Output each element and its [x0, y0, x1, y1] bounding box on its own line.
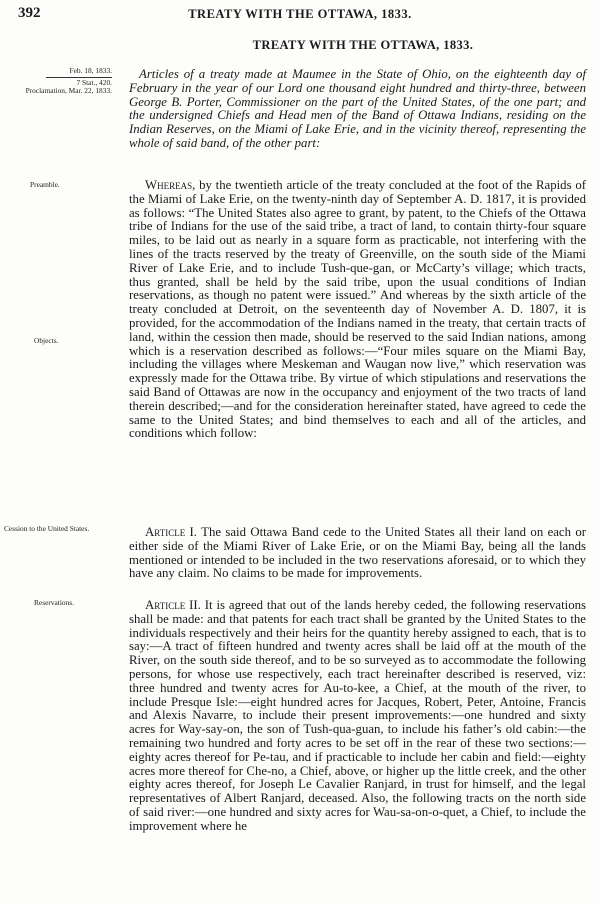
article-2-lead: Article II. [145, 598, 201, 612]
page-number: 392 [18, 5, 41, 21]
margin-note-date [4, 67, 112, 95]
preamble-lead: Whereas [145, 178, 193, 192]
article-1-paragraph [129, 526, 586, 581]
preamble-text: , by the twentieth article of the treaty concluded at the foot of the Rapids of the Miami of Lake Erie, on the twenty-ninth day of September A. D. 1817, it is provided as follows: “The United States also agree to grant, by patent, to the Chiefs of the Ottawa tribe of Indians for the use of the said tribe, a tract of land, to contain thirty-four square miles, to be laid out as nearly in a square form as practicable, not interfering with the lines of the tracts reserved by the treaty of Greenville, on the south side of the Miami River of Lake Erie, and to include Tush-que-gan, or McCarty’s village; which tracts, thus granted, shall be held by the said tribe, upon the usual conditions of Indian reservations, as though no patent were issued.” And whereas by the sixth article of the treaty concluded at Detroit, on the seventeenth day of November A. D. 1807, it is provided, for the accommodation of the Indians named in the treaty, that certain tracts of land, within the cession then made, should be reserved to the said Indian nations, among which is a reservation described as follows:—“Four miles square on the Miami Bay, including the villages where Meskeman and Waugan now live,” which reservation was expressly made for the Ottawa tribe. By virtue of which stipulations and reservations the said Band of Ottawas are now in the occupancy and enjoyment of the two tracts of land therein described;—and for the consideration hereinafter stated, have agreed to cede the same to the United States; and bind themselves to each and all of the articles, and conditions which follow: [129, 178, 586, 441]
article-1-text: The said Ottawa Band cede to the United States all their land on each or either side of the Miami River of Lake Erie, or on the Miami Bay, being all the lands mentioned or intended to be included in the two reservations aforesaid, or to which they have any claim. No claims to be made for improvements. [129, 525, 587, 581]
running-head: TREATY WITH THE OTTAWA, 1833. [188, 7, 412, 21]
statute-reference: 7 Stat., 420. [76, 78, 112, 87]
margin-note-cession: Cession to the United States. [4, 524, 90, 533]
treaty-date: Feb. 18, 1833. [69, 66, 112, 75]
page-title: TREATY WITH THE OTTAWA, 1833. [252, 38, 474, 52]
margin-note-reservations: Reservations. [34, 598, 75, 607]
article-2-text: It is agreed that out of the lands hereby ceded, the following reservations shall be made: and that patents for each tract shall be granted by the United States to the individuals respectively and their heirs for the quantity hereby assigned to each, that is to say:—A tract of fifteen hundred and twenty acres shall be laid off at the mouth of the River, on the south side thereof, and to be so surveyed as to accommodate the following persons, for whose use respectively, each tract hereinafter described is reserved, viz: three hundred and twenty acres for Au-to-kee, a Chief, at the mouth of the river, to include Presque Isle:—eight hundred acres for Jacques, Robert, Peter, Antoine, Francis and Alexis Navarre, to include their present improvements:—one hundred and sixty acres for Way-say-on, the son of Tush-qua-guan, to include his father’s old cabin:—the remaining two hundred and forty acres to be set off in the rear of these two sections:—eighty acres thereof for Pe-tau, and if practicable to include her cabin and field:—eighty acres more thereof for Che-no, a Chief, above, or higher up the little creek, and the other eighty acres thereof, for Joseph Le Cavalier Ranjard, in trust for himself, and the legal representatives of Albert Ranjard, deceased. Also, the following tracts on the north side of said river:—one hundred and sixty acres for Wau-sa-on-o-quet, a Chief, to include the improvement where he [129, 598, 586, 833]
article-2-paragraph [129, 599, 586, 834]
margin-note-objects: Objects. [34, 336, 59, 345]
margin-note-preamble: Preamble. [30, 180, 60, 189]
proclamation-note: Proclamation, Mar. 22, 1833. [25, 86, 112, 95]
treaty-intro: Articles of a treaty made at Maumee in the State of Ohio, on the eighteenth day of February in the year of our Lord one thousand eight hundred and thirty-three, between George B. Porter, Commissioner on the part of the United States, of the one part; and the undersigned Chiefs and Head men of the Band of Ottawa Indians, residing on the Indian Reserves, on the Miami of Lake Erie, and in the vicinity thereof, representing the whole of said band, of the other part: [129, 67, 586, 150]
article-1-lead: Article I. [145, 525, 198, 539]
preamble-paragraph [129, 179, 586, 441]
